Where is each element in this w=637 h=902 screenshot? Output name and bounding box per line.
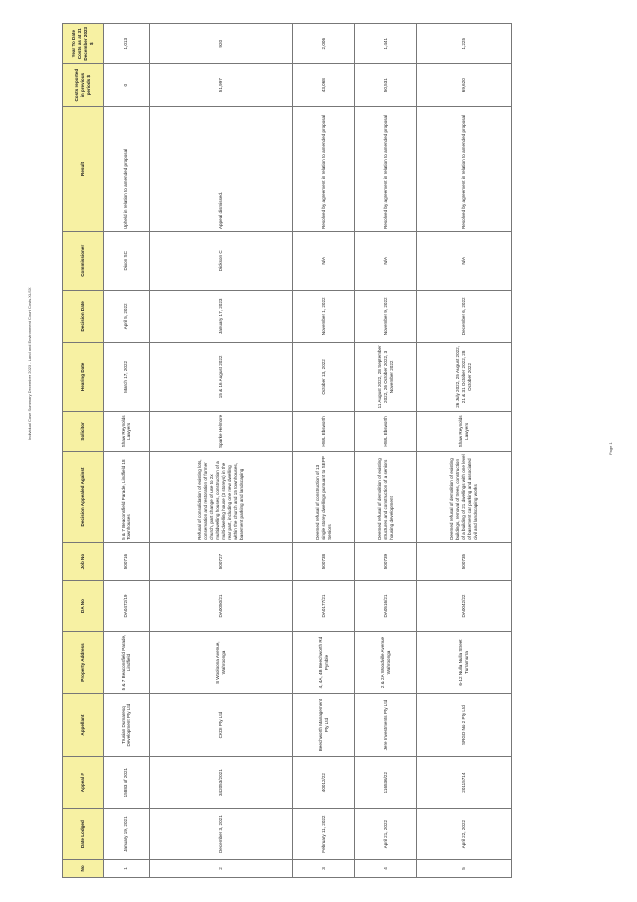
cell-appellant: SRGD No 2 Pty Ltd — [417, 694, 512, 757]
column-header-decision-appealed: Decision Appealed Against — [63, 452, 104, 543]
column-header-address: Property Address — [63, 631, 104, 694]
cell-appellant: CKDI Pty Ltd — [149, 694, 292, 757]
cell-commissioner: Dixon SC — [104, 232, 150, 291]
table-body — [104, 24, 512, 878]
cell-ytd-costs: 1,225 — [417, 24, 512, 64]
cell-decision-appealed: Deemed refusal of demolition of existing structures and construction of a seniors housing development — [355, 452, 417, 543]
column-header-da-no: DA No — [63, 581, 104, 631]
cell-no: 1 — [104, 859, 150, 877]
column-header-commissioner: Commissioner — [63, 232, 104, 291]
cell-costs-prev: 50,531 — [355, 64, 417, 106]
table-row — [149, 24, 292, 878]
cell-appeal: 116536/22 — [355, 756, 417, 808]
cell-address: 8 Wooloona Avenue, Wahroonga — [149, 631, 292, 694]
cell-job-no: 500727 — [149, 542, 292, 580]
cell-commissioner: N/A — [293, 232, 355, 291]
column-header-date-lodged: Date Lodged — [63, 809, 104, 859]
cell-decision-date: November 9, 2022 — [355, 290, 417, 342]
cell-date-lodged: April 22, 2022 — [417, 809, 512, 859]
cell-job-no: 500735 — [417, 542, 512, 580]
cell-job-no: 500716 — [104, 542, 150, 580]
cell-appeal: 15883 of 2021 — [104, 756, 150, 808]
cell-hearing-date: October 13, 2022 — [293, 343, 355, 412]
column-header-decision-date: Decision Date — [63, 290, 104, 342]
cell-solicitor: Shaw Reynolds Lawyers — [417, 411, 512, 451]
cost-summary-table — [62, 23, 512, 878]
cell-decision-date: April 5, 2022 — [104, 290, 150, 342]
cell-costs-prev: 51,997 — [149, 64, 292, 106]
cell-commissioner: N/A — [355, 232, 417, 291]
cell-job-no: 500739 — [355, 542, 417, 580]
cell-result: Resolved by agreement in relation to amended proposal — [293, 106, 355, 231]
cell-appeal: 40012/22 — [293, 756, 355, 808]
table-row — [417, 24, 512, 878]
cell-costs-prev: 0 — [104, 64, 150, 106]
cell-no: 3 — [293, 859, 355, 877]
column-header-no: No — [63, 859, 104, 877]
cell-solicitor: Shaw Reynolds Lawyers — [104, 411, 150, 451]
cell-commissioner: Dickson C — [149, 232, 292, 291]
cell-decision-date: January 17, 2023 — [149, 290, 292, 342]
cell-result: Upheld in relation to amended proposal — [104, 106, 150, 231]
cell-decision-appealed: 5 & 7 Beaconsfield Parade, Lindfield 18 Townhouses — [104, 452, 150, 543]
cell-hearing-date: 15 & 16 August 2022 — [149, 343, 292, 412]
cell-address: 4, 4A, 4B Beechworth Rd Pymble — [293, 631, 355, 694]
cell-solicitor: HWL Ebsworth — [355, 411, 417, 451]
column-header-result: Result — [63, 106, 104, 231]
column-header-solicitor: Solicitor — [63, 411, 104, 451]
cell-hearing-date: 26 July 2022, 25 August 2022, 21 & 31 October 2022, 28 October 2022 — [417, 343, 512, 412]
cell-da-no: DA0177/21 — [293, 581, 355, 631]
table-row — [293, 24, 355, 878]
cell-solicitor: HWL Ebsworth — [293, 411, 355, 451]
cell-da-no: DA0516/21 — [355, 581, 417, 631]
cell-job-no: 500738 — [293, 542, 355, 580]
cell-appellant: Trusian Dumaresq Development Pty Ltd — [104, 694, 150, 757]
cell-no: 2 — [149, 859, 292, 877]
cell-costs-prev: 43,068 — [293, 64, 355, 106]
cell-date-lodged: December 3, 2021 — [149, 809, 292, 859]
cell-decision-appealed: Deemed refusal of demolition of existing buildings, removal of trees, construction of a building of 21 dwellings with one level of basement car parking and associated civil and landscaping works — [417, 452, 512, 543]
table-row — [355, 24, 417, 878]
cell-hearing-date: March 17, 2022 — [104, 343, 150, 412]
column-header-appeal: Appeal # — [63, 756, 104, 808]
cell-ytd-costs: 920 — [149, 24, 292, 64]
page-number: Page 1 — [608, 442, 613, 455]
column-header-job-no: Job No — [63, 542, 104, 580]
cell-address: 2 & 2A Woodville Avenue Wahroonga — [355, 631, 417, 694]
column-header-ytd-costs: Year To Date Costs as at 31 December 2023 $ — [63, 24, 104, 64]
cell-no: 5 — [417, 859, 512, 877]
rotated-page — [62, 23, 512, 878]
column-header-appellant: Appellant — [63, 694, 104, 757]
cell-da-no: DA0050/21 — [149, 581, 292, 631]
cell-commissioner: N/A — [417, 232, 512, 291]
cell-date-lodged: April 21, 2022 — [355, 809, 417, 859]
column-header-costs-prev: Costs reported in previous periods $ — [63, 64, 104, 106]
cell-no: 4 — [355, 859, 417, 877]
cell-result: Appeal dismissed. — [149, 106, 292, 231]
cell-da-no: DA0472/19 — [104, 581, 150, 631]
cell-appellant: Jere Investments Pty Ltd — [355, 694, 417, 757]
cell-result: Resolved by agreement in relation to amended proposal — [355, 106, 417, 231]
cell-decision-appealed: Deemed refusal of construction of 13 single storey dwellings pursuant to SEPP Seniors — [293, 452, 355, 543]
cell-ytd-costs: 2,006 — [293, 24, 355, 64]
cell-decision-date: November 1, 2022 — [293, 290, 355, 342]
cell-date-lodged: February 11, 2022 — [293, 809, 355, 859]
cell-decision-date: December 6, 2022 — [417, 290, 512, 342]
table-header — [63, 24, 104, 878]
table-row — [104, 24, 150, 878]
cell-appeal: 342053/2021 — [149, 756, 292, 808]
cell-da-no: DA0042/22 — [417, 581, 512, 631]
cell-date-lodged: January 19, 2021 — [104, 809, 150, 859]
cell-hearing-date: 11 August 2022, 28 September 2022, 26 October 2022, 3 November 2022 — [355, 343, 417, 412]
cell-appellant: Beechworth Management Pty Ltd — [293, 694, 355, 757]
cell-ytd-costs: 1,013 — [104, 24, 150, 64]
cell-address: 5 & 7 Beaconsfield Parade, Lindfield — [104, 631, 150, 694]
cell-solicitor: Sparke Helmore — [149, 411, 292, 451]
cell-address: 6-12 Nulla Nulla Street Turramurra — [417, 631, 512, 694]
document-header: Individual Case Summary December 2023 - Land and Environment Court Costs.XLSX — [27, 287, 32, 440]
cell-appeal: 20115714 — [417, 756, 512, 808]
cell-decision-appealed: Refusal of consolidation of existing lots, conservation and restoration of former church, part change of use to 2x multidwelling houses, construction of a multi-dwelling house (3 storeys) in the rear part, including one new dwelling within the church and 15 townhouses, basement parking and landscaping — [149, 452, 292, 543]
cell-costs-prev: 69,620 — [417, 64, 512, 106]
cell-result: Resolved by agreement in relation to amended proposal — [417, 106, 512, 231]
column-header-hearing-date: Hearing Date — [63, 343, 104, 412]
cell-ytd-costs: 1,441 — [355, 24, 417, 64]
